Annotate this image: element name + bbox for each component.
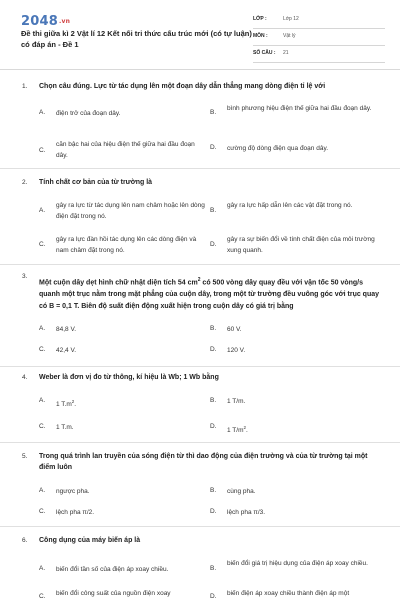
option-text-part: . [74,401,77,409]
question-text-part: Một cuộn dây dẹt hình chữ nhật diện tích 54 cm [39,279,198,287]
option-text: bình phương hiệu điện thế giữa hai đầu đoạn dây. [227,105,372,112]
option-letter: A. [39,207,46,214]
option-text: điện trở của đoạn dây. [56,110,121,117]
question-1 [0,81,400,171]
option-text: biến điện áp xoay chiều thành điện áp một [227,590,350,597]
option-text-part: . [246,427,248,435]
option-letter: A. [39,325,46,332]
divider [0,442,400,443]
meta-count-label: SỐ CÂU : [253,50,276,56]
question-number: 5. [22,453,28,460]
question-text: Công dụng của máy biến áp là [39,537,141,544]
meta-class-label: LỚP : [253,16,267,22]
option-text: căn bậc hai của hiệu điện thế giữa hai đầu đoạn dây. [56,141,195,159]
option-letter: C. [39,241,46,248]
option-letter: D. [210,508,217,515]
option-text: biến đổi giá trị hiệu dụng của điện áp xoay chiều. [227,560,368,567]
option-text: biến đổi công suất của nguồn điện xoay [56,590,171,597]
option-letter: B. [210,565,217,572]
question-2 [0,177,400,267]
question-5 [0,451,400,523]
option-letter: B. [210,397,217,404]
option-letter: C. [39,508,46,515]
divider [0,526,400,527]
question-text: Weber là đơn vị đo từ thông, kí hiệu là Wb; 1 Wb bằng [39,374,219,381]
option-letter: A. [39,397,46,404]
option-text: 120 V. [227,347,246,354]
option-letter: B. [210,207,217,214]
page-header [0,0,400,70]
question-text: Chọn câu đúng. Lực từ tác dụng lên một đoạn dây dẫn thẳng mang dòng điện tỉ lệ với [39,83,326,90]
option-text: biến đổi tần số của điện áp xoay chiều. [56,566,169,573]
option-text-part: 1 T.m [56,401,72,409]
option-letter: D. [210,593,217,600]
option-text: 60 V. [227,326,242,333]
option-text: 42,4 V. [56,347,77,354]
option-text: 1 T/m. [227,398,246,405]
question-number: 2. [22,179,28,186]
option-text: 1 T.m. [56,424,74,431]
option-letter: A. [39,565,46,572]
option-letter: B. [210,325,217,332]
meta-subject-row [253,29,385,46]
divider [0,264,400,265]
option-letter: D. [210,241,217,248]
option-letter: C. [39,346,46,353]
option-text: 84,8 V. [56,326,77,333]
option-letter: A. [39,487,46,494]
option-text-part: 1 T/m [227,427,244,435]
option-letter: D. [210,144,217,151]
question-number: 1. [22,83,28,90]
option-text: gây ra lực từ tác dụng lên nam châm hoặc lên dòng điện đặt trong nó. [56,202,205,220]
option-text: gây ra sự biến đổi về tính chất điện của môi trường xung quanh. [227,236,375,254]
question-number: 3. [22,273,28,280]
option-text-sup: 2 [243,425,247,430]
logo-suffix: .vn [58,18,71,25]
option-letter: C. [39,593,46,600]
option-text: cường độ dòng điện qua đoạn dây. [227,145,329,152]
question-text [39,274,384,313]
site-logo[interactable] [21,14,70,29]
meta-class-value: Lớp 12 [283,16,299,22]
option-letter: D. [210,423,217,430]
logo-text: 2048 [21,14,58,29]
option-letter: A. [39,109,46,116]
question-6 [0,535,400,600]
option-letter: D. [210,346,217,353]
option-letter: C. [39,147,46,154]
option-text: lệch pha π/3. [227,509,266,516]
option-letter: B. [210,109,217,116]
meta-count-value: 21 [283,50,289,56]
question-4 [0,372,400,442]
meta-count-row [253,46,385,63]
question-number: 4. [22,374,28,381]
question-text-part: có 500 vòng dây quay đều với vận tốc 50 vòng/s quanh một trục nằm trong mặt phẳng của cuộn dây, trong một từ trường đều vuông góc với trục quay có B = 0,1 T. Biên độ suất điện động xuất hiện trong cuộn dây có giá trị bằng [39,279,380,311]
option-letter: C. [39,423,46,430]
exam-title: Đề thi giữa kì 2 Vật lí 12 Kết nối tri thức cấu trúc mới (có tự luận) có đáp án - Đề 1 [21,29,252,49]
question-text: Trong quá trình lan truyền của sóng điện từ thì dao động của điện trường và của từ trường tại một điểm luôn [39,453,368,471]
question-text: Tính chất cơ bản của từ trường là [39,179,153,186]
question-3 [0,271,400,369]
question-number: 6. [22,537,28,544]
divider [0,366,400,367]
option-letter: B. [210,487,217,494]
exam-meta [253,12,385,63]
option-text: ngược pha. [56,488,90,495]
meta-subject-value: Vật lý [283,33,296,39]
meta-subject-label: MÔN : [253,33,268,39]
option-text: gây ra lực hấp dẫn lên các vật đặt trong nó. [227,202,353,209]
meta-class-row [253,12,385,29]
option-text [56,397,206,411]
option-text [227,423,377,437]
option-text-sup: 2 [71,399,75,404]
divider [0,168,400,169]
option-text: cùng pha. [227,488,256,495]
option-text: gây ra lực đàn hồi tác dụng lên các dòng điện và nam châm đặt trong nó. [56,236,197,254]
question-text-sup: 2 [197,277,201,283]
option-text: lệch pha π/2. [56,509,95,516]
